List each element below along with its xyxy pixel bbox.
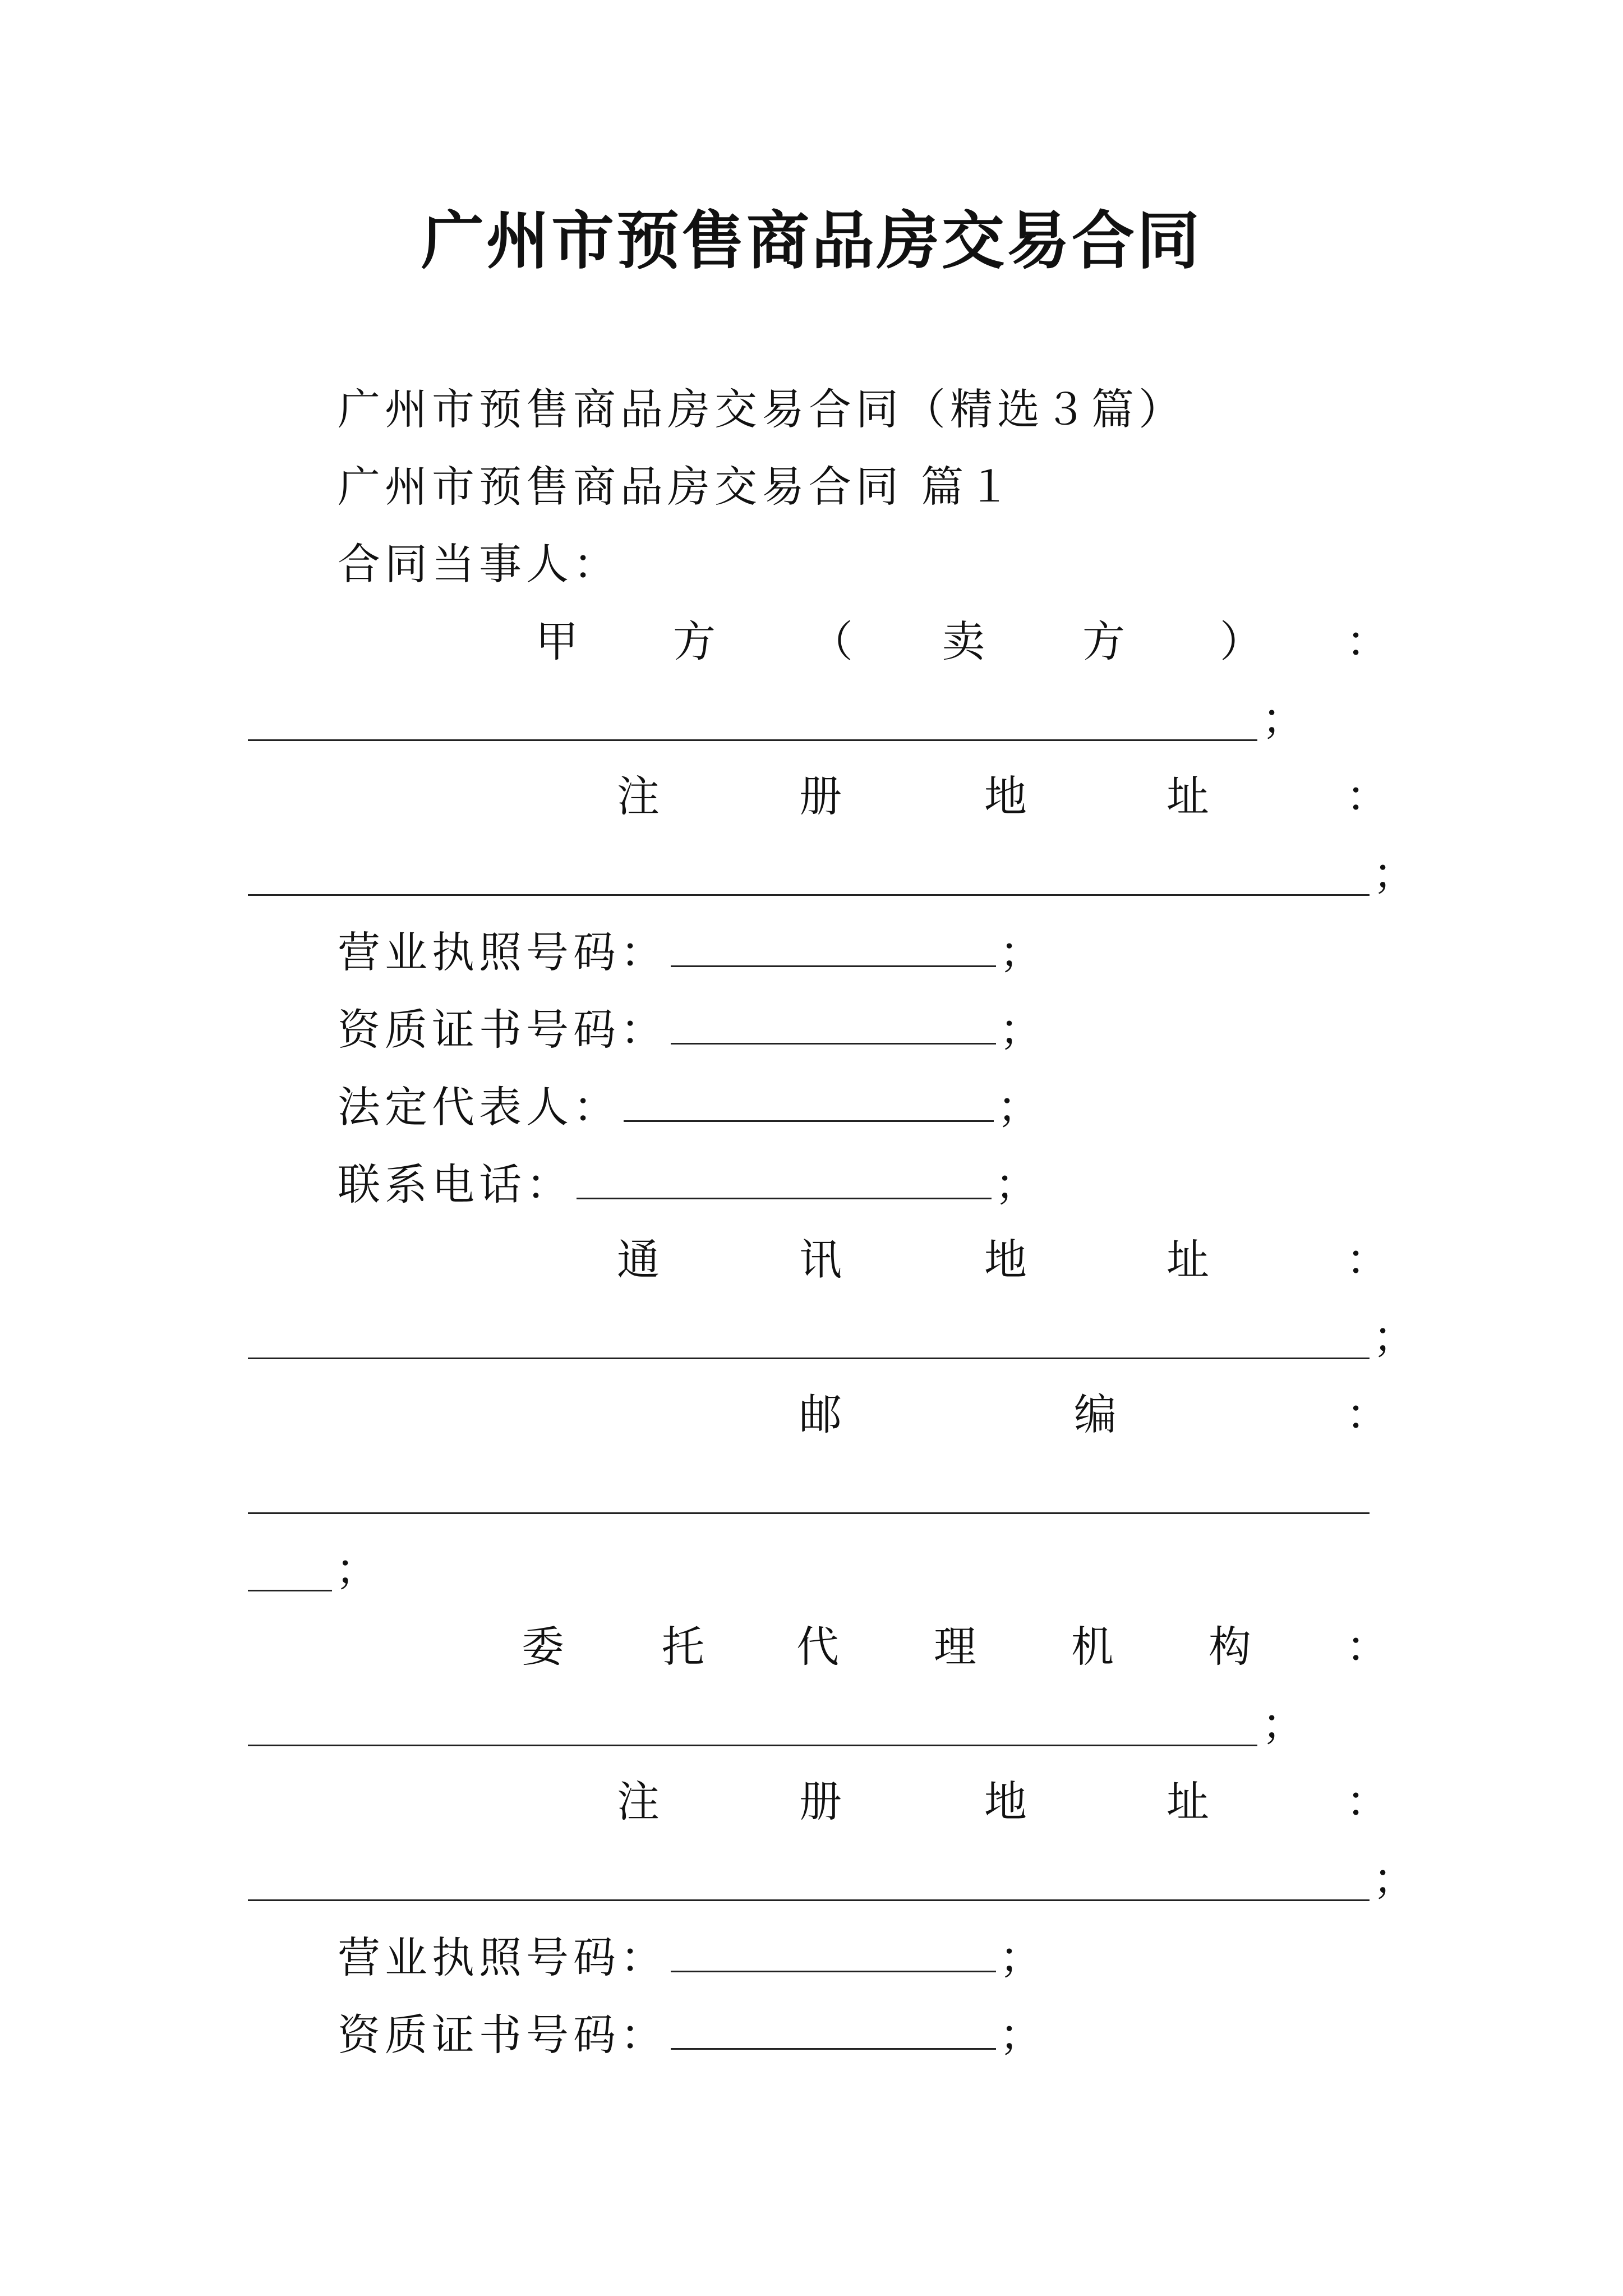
- qualification-cert-2-row: [338, 2007, 1046, 2063]
- qualification-cert-label: 资质证书号码：: [338, 1005, 667, 1055]
- legal-rep-blank[interactable]: [624, 1087, 994, 1122]
- party-a-blank[interactable]: [248, 739, 1257, 741]
- semicolon: ；: [335, 1544, 378, 1594]
- qualification-cert-2-label: 资质证书号码：: [338, 2010, 667, 2060]
- qualification-cert-blank[interactable]: [671, 1009, 996, 1045]
- semicolon: ；: [1262, 1699, 1304, 1749]
- business-license-2-label: 营业执照号码：: [338, 1932, 667, 1982]
- semicolon: ；: [1373, 849, 1415, 899]
- semicolon: ；: [999, 927, 1046, 977]
- semicolon: ；: [995, 1159, 1042, 1209]
- semicolon: ；: [999, 1932, 1046, 1982]
- semicolon: ；: [997, 1082, 1044, 1132]
- semicolon: ；: [999, 2010, 1046, 2060]
- registered-address-2-blank[interactable]: [248, 1899, 1370, 1901]
- semicolon: ；: [1262, 694, 1304, 744]
- business-license-label: 营业执照号码：: [338, 927, 667, 977]
- postcode-blank-continued[interactable]: [248, 1590, 332, 1591]
- postcode-blank[interactable]: [248, 1512, 1370, 1514]
- parties-label: 合同当事人：: [338, 539, 620, 589]
- phone-label: 联系电话：: [338, 1159, 573, 1209]
- mail-address-blank[interactable]: [248, 1358, 1370, 1359]
- phone-blank[interactable]: [577, 1164, 992, 1199]
- legal-rep-row: [338, 1079, 1044, 1135]
- legal-rep-label: 法定代表人：: [338, 1082, 620, 1132]
- registered-address-blank[interactable]: [248, 894, 1370, 896]
- document-title: 广州市预售商品房交易合同: [421, 204, 1202, 278]
- business-license-2-blank[interactable]: [671, 1937, 996, 1972]
- document-page: 广州市预售商品房交易合同 广州市预售商品房交易合同（精选３篇） 广州市预售商品房交易合同 篇１ 合同当事人： 甲 方 （ 卖 方 ） ： ； 注 册 地 址 ： ； 营业执照号码： ； 资质证书号码： ； 法定代表人： ； 联系电话： ； 通 讯 地 址 ： ； 邮 编 ： ； 委 托 代 理 机 构 ： ； 注 册 地 址 ： ； 营业执照号码： ； 资质证书号码： ；: [0, 0, 1623, 2296]
- section-heading: 广州市预售商品房交易合同 篇１: [338, 462, 1016, 512]
- qualification-cert-2-blank[interactable]: [671, 2014, 996, 2050]
- semicolon: ；: [999, 1005, 1046, 1055]
- semicolon: ；: [1373, 1854, 1415, 1904]
- qualification-cert-row: [338, 1002, 1046, 1058]
- business-license-blank[interactable]: [671, 932, 996, 967]
- agent-blank[interactable]: [248, 1745, 1257, 1746]
- business-license-2-row: [338, 1930, 1046, 1986]
- business-license-row: [338, 924, 1046, 981]
- phone-row: [338, 1157, 1042, 1213]
- semicolon: ；: [1373, 1312, 1415, 1362]
- subtitle: 广州市预售商品房交易合同（精选３篇）: [338, 384, 1186, 434]
